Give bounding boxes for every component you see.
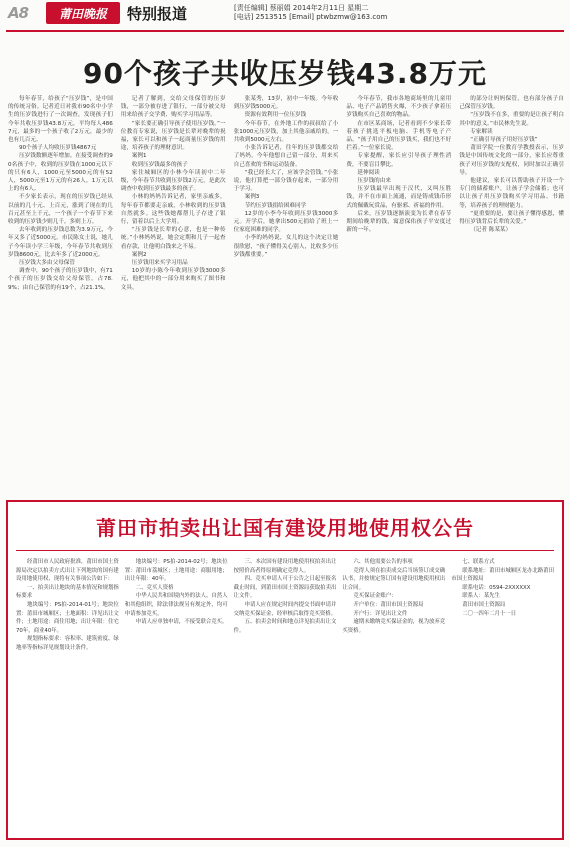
masthead-rule xyxy=(6,30,564,32)
paragraph: 今年春节，在外地工作的叔叔给了小张1000元压岁钱，加上其他亲戚给的，一共收到5000元左右。 xyxy=(233,120,339,144)
paragraph: 经莆田市人民政府批准，莆田市国土资源局决定以拍卖方式出让下列地块的国有建设用地使用权，现将有关事项公告如下： xyxy=(16,559,119,583)
paragraph: 收到压岁钱最多的孩子 xyxy=(131,161,188,168)
notice-column-1 xyxy=(16,558,119,834)
paragraph: 去年收到的压岁钱总数为3.9万元，今年又多了近5000元。市民陈女士说，她儿子今年读小学三年级，今年春节共收到压岁钱8600元，比去年多了近2000元。 xyxy=(8,227,113,258)
paragraph: “压岁钱是长辈的心意，也是一种传统。”小林妈妈说，她会定期和儿子一起查看存款，让他明白钱来之不易。 xyxy=(120,227,226,250)
article-column-4 xyxy=(346,95,451,490)
paragraph: 六、其他需要公告的事项 xyxy=(353,559,413,565)
paragraph: 的部分让妈妈保管，也有部分孩子自己保管压岁钱。 xyxy=(459,96,564,111)
paragraph: 联系地址：莆田市城厢区龙办北路莆田市国土资源局 xyxy=(451,567,554,583)
paragraph: 小张告诉记者，往年的压岁钱都交给了妈妈，今年他想自己留一部分，用来买自己喜欢的书和运动装备。 xyxy=(233,145,339,168)
paragraph: 地块编号：PS拍-2014-02号；地块位置：莆田市荔城区；土地用途：商服用地；出让年限：40年。 xyxy=(124,559,228,583)
notice-title: 莆田市拍卖出让国有建设用地使用权公告 xyxy=(96,516,474,540)
paragraph: 每年春节，给孩子“压岁钱”，是中国的传统习俗。记者近日对我市90名中小学生的压岁钱进行了一次调查，发现孩子们今年共收压岁钱43.8万元，平均每人4867元，最多的一个孩子收了2万元，最少的也有几百元。 xyxy=(8,96,113,144)
article-column-5 xyxy=(459,95,564,490)
paragraph: 12岁的小李今年收到压岁钱3000多元。开学后，她拿出500元捐给了班上一位家庭困难的同学。 xyxy=(233,210,339,234)
notice-column-5 xyxy=(451,558,554,834)
paragraph: 他建议，家长可以帮助孩子开设一个专门的储蓄账户，让孩子学会储蓄；也可以让孩子用压岁钱购买学习用品、书籍等，培养孩子的理财能力。 xyxy=(459,178,564,209)
paragraph: 规划指标要求：容积率、建筑密度、绿地率等指标详见规划设计条件。 xyxy=(16,636,119,651)
paragraph: 家住城厢区的小林今年读初中二年级，今年春节共收到压岁钱2万元，是此次调查中收到压岁钱最多的孩子。 xyxy=(120,169,226,193)
contact-line: [电话] 2513515 [Email] ptwbzmw@163.com xyxy=(234,13,388,21)
paragraph: 五、拍卖会时间和地点详见拍卖出让文件。 xyxy=(233,619,337,634)
paragraph: 压岁钱的由来 xyxy=(357,178,391,185)
paragraph: 在市区某商场，记者看到不少家长带着孩子挑选平板电脑、手机等电子产品。“孩子用自己的压岁钱买，我们也不好拦着。”一位家长说。 xyxy=(346,120,452,152)
article-headline: 90个孩子共收压岁钱43.8万元 xyxy=(82,57,488,90)
editor-line: [责任编辑] 蔡丽娟 2014年2月11日 星期二 xyxy=(234,4,369,12)
notice-column-2 xyxy=(125,558,228,834)
paragraph: 开户单位：莆田市国土资源局 xyxy=(353,601,424,608)
paragraph: 小林的妈妈告诉记者，家里亲戚多，每年春节都要走亲戚，小林收到的压岁钱自然就多。这些钱她都帮儿子存进了银行，留着以后上大学用。 xyxy=(120,194,226,226)
paragraph: 记者了解到，交给父母保管的压岁钱，一部分被存进了银行，一部分被父母用来给孩子交学费、购买学习用品等。 xyxy=(120,96,226,119)
land-auction-notice xyxy=(6,500,564,840)
paragraph: 90个孩子人均收压岁钱4867元 xyxy=(19,145,97,152)
paragraph: 竞得人须在拍卖成交后当场签订成交确认书，并按规定签订国有建设用地使用权出让合同。 xyxy=(342,567,446,591)
paragraph: 节约压岁钱捐给困难同学 xyxy=(244,202,307,209)
paragraph: 延伸阅读 xyxy=(357,169,380,176)
paragraph: 案例1 xyxy=(131,153,147,160)
paragraph: “正确引导孩子用好压岁钱” xyxy=(470,137,538,144)
paragraph: 不少家长表示，现在的压岁钱已经从以前的几十元、上百元，涨到了现在的几百元甚至上千元，一个孩子一个春节下来收到的压岁钱少则几千，多则上万。 xyxy=(8,194,113,226)
newspaper-logo: 莆田晚报 xyxy=(46,2,120,24)
article-column-1 xyxy=(8,95,113,490)
paragraph: 10岁的小陈今年收到压岁钱3000多元，他把其中的一部分用来购买了图书和文具。 xyxy=(120,268,226,291)
paragraph: 逾期未缴纳竞买保证金的，视为放弃竞买资格。 xyxy=(342,619,446,634)
article-body xyxy=(8,95,564,490)
paragraph: 案例2 xyxy=(131,251,147,258)
article-column-3 xyxy=(234,95,339,490)
paragraph: 二、竞买人资格 xyxy=(135,584,174,591)
paragraph: 竞买保证金账户： xyxy=(353,593,397,600)
masthead xyxy=(0,0,570,38)
page-number: A8 xyxy=(8,4,29,22)
paragraph: 小李的妈妈说，女儿的这个决定让她很欣慰，“孩子懂得关心别人，比收多少压岁钱都重要。” xyxy=(233,235,339,258)
paragraph: 压岁钱最早出现于汉代，又叫压胜钱，并不在市面上流通，而是铸成钱币形式的佩戴玩赏品，有驱邪、祈福的作用。 xyxy=(346,186,452,209)
paragraph: （记者 陈某某） xyxy=(470,227,512,234)
paragraph: 开户行：详见出让文件 xyxy=(353,610,408,617)
notice-rule xyxy=(16,550,554,551)
paragraph: “压岁钱不在多，重要的是让孩子明白其中的意义。”市民林先生说。 xyxy=(459,112,564,127)
paragraph: 今年春节，我市各地商场里的儿童用品、电子产品销售火爆，不少孩子拿着压岁钱购买自己喜欢的物品。 xyxy=(346,96,452,119)
paragraph: 二〇一四年二月十一日 xyxy=(462,610,517,617)
paragraph: 调查中，90个孩子的压岁钱中，有71个孩子的压岁钱交给父母保管，占78.9%；由自己保管的有19个，占21.1%。 xyxy=(8,268,113,291)
paragraph: 三、本次国有建设用地使用权拍卖出让按照价高者得原则确定竞得人。 xyxy=(233,559,337,574)
masthead-meta xyxy=(234,4,387,22)
paragraph: 申请人应在规定时间内提交书面申请并交纳竞买保证金，经审核后取得竞买资格。 xyxy=(233,601,337,617)
paragraph: 压岁钱数额逐年增加。在接受调查的90名孩子中，收到的压岁钱在1000元以下的只有6人，1000元至5000元的有52人，5000元至1万元的有26人，1万元以上的有6人。 xyxy=(8,153,113,193)
paragraph: “家长要正确引导孩子使用压岁钱。”一位教育专家说，压岁钱是长辈对晚辈的祝福，家长可以和孩子一起商量压岁钱的用途，培养孩子的理财意识。 xyxy=(120,120,226,152)
paragraph: 莆田市国土资源局 xyxy=(462,601,506,608)
notice-column-4 xyxy=(342,558,445,834)
paragraph: 联系电话：0594-2XXXXXX xyxy=(462,584,531,591)
paragraph: 联系人：某先生 xyxy=(462,593,500,600)
notice-column-3 xyxy=(234,558,337,834)
paragraph: 压岁钱用来买学习用品 xyxy=(131,260,188,267)
paragraph: 七、联系方式 xyxy=(462,559,495,565)
paragraph: 后来，压岁钱逐渐演变为长辈在春节期间给晚辈的钱，寓意保佑孩子平安度过新的一年。 xyxy=(346,210,452,234)
paragraph: 地块编号：PS拍-2014-01号；地块位置：莆田市城厢区；土地面积：详见出让文件；土地用途：商住用地；出让年限：住宅70年，商业40年。 xyxy=(16,601,119,634)
paragraph: 专家提醒，家长应引导孩子理性消费，不要盲目攀比。 xyxy=(346,153,452,168)
paragraph: 一、拍卖出让地块的基本情况和规划指标要求 xyxy=(16,584,119,600)
paragraph: 案例3 xyxy=(244,194,260,201)
paragraph: 资源有效利用一位压岁钱 xyxy=(244,112,307,119)
paragraph: 申请人应单独申请，不接受联合竞买。 xyxy=(135,619,228,626)
notice-body xyxy=(16,558,554,834)
paragraph: 四、竞买申请人可于公告之日起至报名截止时间，到莆田市国土资源局获取拍卖出让文件。 xyxy=(233,576,337,600)
article-column-2 xyxy=(121,95,226,490)
paragraph: “我已经长大了，应该学会管钱。”小张说，他打算把一部分钱存起来，一部分用于学习。 xyxy=(233,169,339,193)
section-title: 特别报道 xyxy=(127,5,188,23)
paragraph: 张某秀，13岁，初中一年级。今年收到压岁钱5000元。 xyxy=(233,96,339,111)
paragraph: 专家解读 xyxy=(470,128,493,135)
paragraph: 莆田学院一位教育学教授表示，压岁钱是中国传统文化的一部分，家长应尊重孩子对压岁钱的支配权，同时加以正确引导。 xyxy=(459,145,564,176)
paragraph: 中华人民共和国境内外的法人、自然人和其他组织，除法律法规另有规定外，均可申请参加竞买。 xyxy=(124,593,228,617)
paragraph: 压岁钱大多由父母保管 xyxy=(19,260,75,267)
paragraph: “更重要的是，要让孩子懂得感恩，懂得压岁钱背后长辈的关爱。” xyxy=(459,210,564,226)
